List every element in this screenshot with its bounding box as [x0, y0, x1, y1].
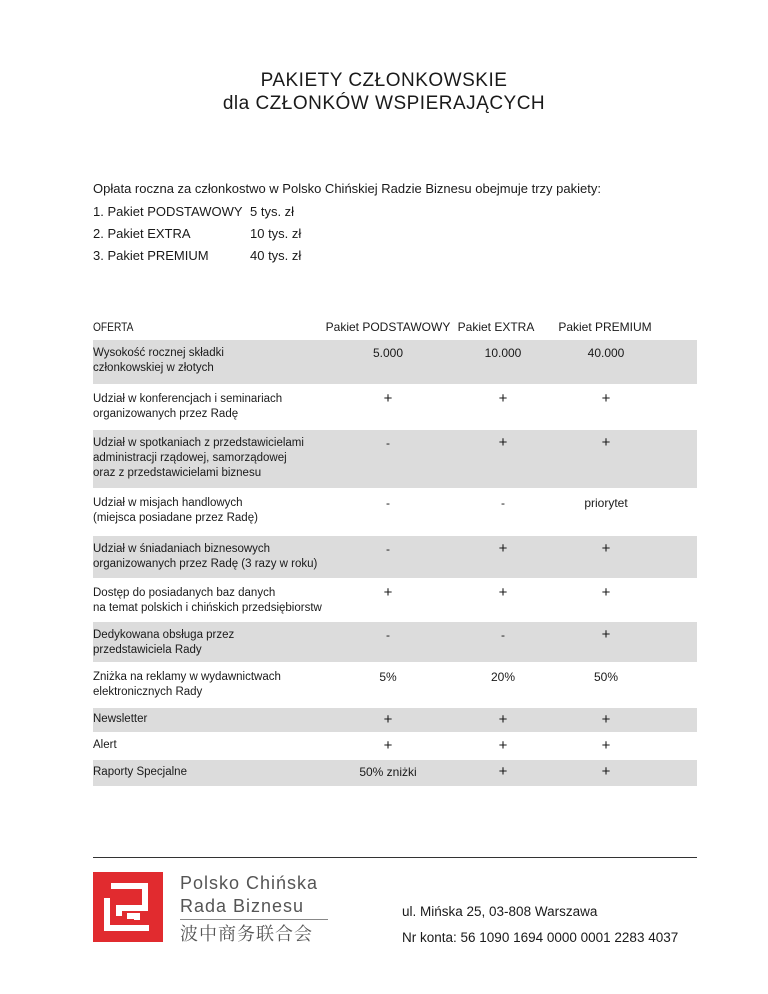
cell-extra: 10.000	[484, 346, 522, 360]
row-feature: Dedykowana obsługa przez przedstawiciela Rady	[93, 629, 235, 656]
cell-basic: -	[386, 496, 390, 510]
table-row	[93, 708, 697, 732]
table-row	[93, 430, 697, 488]
cell-extra: +	[498, 540, 508, 557]
table-row	[93, 490, 697, 534]
cell-extra: +	[498, 434, 508, 451]
table-header-offer: OFERTA	[93, 320, 134, 334]
cell-basic: +	[383, 584, 393, 601]
cell-premium: +	[601, 434, 611, 451]
cell-basic: -	[386, 628, 390, 642]
bank-account: Nr konta: 56 1090 1694 0000 0001 2283 4037	[402, 930, 679, 945]
row-feature: Udział w konferencjach i seminariach organizowanych przez Radę	[93, 393, 283, 420]
cell-premium: +	[601, 626, 611, 643]
cell-extra: +	[498, 711, 508, 728]
table-row	[93, 734, 697, 758]
cell-premium: +	[601, 584, 611, 601]
row-feature: Wysokość rocznej składki członkowskiej w złotych	[93, 347, 224, 374]
cell-basic: -	[386, 436, 390, 450]
cell-basic: +	[383, 390, 393, 407]
page-title: PAKIETY CZŁONKOWSKIE	[260, 70, 508, 91]
brand-name-chinese: 波中商务联合会	[180, 924, 313, 944]
cell-extra: +	[498, 390, 508, 407]
logo-mark	[93, 872, 163, 942]
cell-premium: +	[601, 763, 611, 780]
brand-name-line2: Rada Biznesu	[180, 896, 305, 916]
cell-basic: +	[383, 737, 393, 754]
cell-extra: +	[498, 737, 508, 754]
package-name: 1. Pakiet PODSTAWOWY	[93, 204, 243, 219]
cell-premium: 50%	[593, 670, 619, 684]
cell-basic: 5.000	[372, 346, 404, 360]
cell-basic: 50% zniżki	[359, 765, 417, 779]
cell-premium: +	[601, 540, 611, 557]
table-row	[93, 580, 697, 620]
package-price: 10 tys. zł	[250, 226, 302, 241]
cell-extra: 20%	[490, 670, 516, 684]
row-feature: Alert	[93, 739, 117, 751]
cell-premium: +	[601, 711, 611, 728]
package-name: 3. Pakiet PREMIUM	[93, 248, 209, 263]
cell-basic: -	[386, 542, 390, 556]
package-price: 40 tys. zł	[250, 248, 302, 263]
row-feature: Udział w śniadaniach biznesowych organizowanych przez Radę (3 razy w roku)	[93, 543, 318, 570]
table-row	[93, 664, 697, 706]
cell-premium: 40.000	[587, 346, 625, 360]
address-street: ul. Mińska 25, 03-808 Warszawa	[402, 904, 598, 919]
row-feature: Udział w spotkaniach z przedstawicielami administracji rządowej, samorządowej oraz z przedstawicielami biznesu	[93, 437, 304, 479]
cell-basic: +	[383, 711, 393, 728]
intro-text: Opłata roczna za członkostwo w Polsko Chińskiej Radzie Biznesu obejmuje trzy pakiety:	[93, 181, 601, 196]
table-row	[93, 340, 697, 384]
cell-extra: -	[501, 628, 505, 642]
row-feature: Zniżka na reklamy w wydawnictwach elektronicznych Rady	[93, 671, 281, 698]
package-price: 5 tys. zł	[250, 204, 295, 219]
row-feature: Newsletter	[93, 713, 148, 725]
row-feature: Udział w misjach handlowych (miejsca posiadane przez Radę)	[93, 497, 258, 524]
brand-name-line1: Polsko Chińska	[180, 873, 319, 893]
cell-extra: +	[498, 584, 508, 601]
cell-basic: 5%	[379, 670, 397, 684]
table-header-basic: Pakiet PODSTAWOWY	[325, 320, 451, 334]
table-row	[93, 386, 697, 426]
footer-divider	[93, 857, 697, 858]
cell-premium: priorytet	[584, 496, 628, 510]
cell-premium: +	[601, 390, 611, 407]
table-row	[93, 760, 697, 786]
table-row	[93, 622, 697, 662]
table-header-extra: Pakiet EXTRA	[457, 320, 535, 334]
page-subtitle: dla CZŁONKÓW WSPIERAJĄCYCH	[222, 93, 546, 114]
cell-extra: +	[498, 763, 508, 780]
cell-premium: +	[601, 737, 611, 754]
table-header-premium: Pakiet PREMIUM	[558, 320, 652, 334]
logo-icon	[93, 872, 163, 942]
row-feature: Dostęp do posiadanych baz danych na temat polskich i chińskich przedsiębiorstw	[93, 587, 322, 614]
cell-extra: -	[501, 496, 505, 510]
row-feature: Raporty Specjalne	[93, 766, 187, 778]
package-name: 2. Pakiet EXTRA	[93, 226, 191, 241]
table-row	[93, 536, 697, 578]
